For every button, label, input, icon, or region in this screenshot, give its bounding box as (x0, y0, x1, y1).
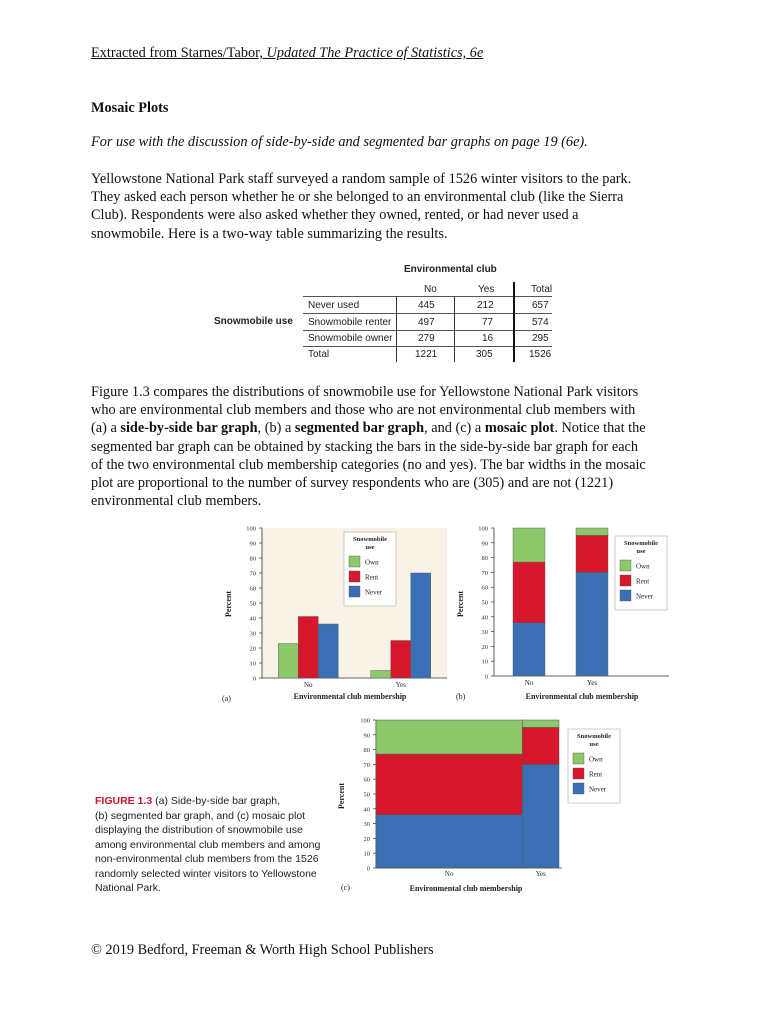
legend-label: Rent (365, 573, 379, 582)
paragraph-line: Club). Respondents were also asked whether they owned, rented, or had never used a (91, 207, 579, 224)
table-cell: 212 (477, 300, 494, 311)
table-row-group: Snowmobile use (214, 316, 293, 327)
legend-label: Own (589, 755, 603, 764)
paragraph-line: who are environmental club members and those who are not environmental club members with (91, 402, 636, 419)
bar-own (371, 671, 391, 679)
y-tick-label: 40 (481, 614, 488, 622)
bar-rent (391, 641, 411, 679)
y-tick-label: 10 (363, 850, 370, 858)
panel-label: (b) (456, 692, 466, 701)
legend-label: Rent (589, 770, 603, 779)
y-tick-label: 0 (366, 865, 370, 873)
legend-swatch-never (620, 590, 631, 601)
caption-text: (a) Side-by-side bar graph, (152, 795, 280, 807)
y-tick-label: 10 (481, 658, 488, 666)
table-column-group: Environmental club (404, 264, 497, 275)
y-tick-label: 60 (249, 585, 256, 593)
section-title: Mosaic Plots (91, 100, 169, 116)
paragraph-line: Figure 1.3 compares the distributions of snowmobile use for Yellowstone National Park visitors (91, 384, 639, 400)
term-side-by-side: side-by-side bar graph (120, 420, 258, 437)
y-tick-label: 50 (363, 791, 370, 799)
bar-never (411, 573, 431, 678)
y-tick-label: 60 (481, 584, 488, 592)
term-segmented: segmented bar graph (294, 420, 425, 437)
x-tick-label: Yes (395, 681, 406, 689)
y-tick-label: 50 (481, 599, 488, 607)
y-tick-label: 100 (246, 525, 256, 533)
table-cell: 16 (482, 333, 494, 344)
legend-title: Snowmobile (624, 540, 658, 547)
table-header-yes: Yes (478, 284, 495, 295)
table-row-label: Snowmobile renter (308, 317, 392, 328)
legend-swatch-own (573, 753, 584, 764)
segment-rent (576, 535, 608, 572)
y-tick-label: 70 (249, 570, 256, 578)
legend-swatch-own (349, 556, 360, 567)
copyright-footer: © 2019 Bedford, Freeman & Worth High School Publishers (91, 942, 434, 958)
segment-own (513, 528, 545, 562)
legend-label: Own (636, 562, 650, 571)
table-row-label: Total (308, 349, 330, 360)
legend-swatch-rent (573, 768, 584, 779)
term-mosaic: mosaic plot (484, 420, 555, 437)
table-row-label: Never used (308, 300, 360, 311)
paragraph-line: of the two environmental club membership categories (no and yes). The bar widths in the mosaic (91, 456, 646, 473)
caption-line: randomly selected winter visitors to Yellowstone (95, 867, 317, 880)
x-tick-label: No (444, 870, 454, 878)
segment-never (513, 623, 545, 676)
caption-line: non-environmental club members from the 1526 (95, 853, 319, 865)
segment-never (576, 572, 608, 676)
bar-rent (298, 617, 318, 679)
y-axis-label: Percent (456, 590, 465, 618)
legend-swatch-never (349, 586, 360, 597)
y-tick-label: 0 (252, 675, 256, 683)
table-cell: 77 (482, 317, 494, 328)
text-run: (a) a (91, 420, 121, 437)
table-cell: 295 (532, 333, 549, 344)
caption-line: displaying the distribution of snowmobile use (95, 824, 303, 836)
y-tick-label: 30 (249, 630, 256, 638)
legend-title: use (365, 544, 375, 551)
y-tick-label: 100 (478, 525, 488, 533)
legend-swatch-own (620, 560, 631, 571)
paragraph-line: Yellowstone National Park staff surveyed a random sample of 1526 winter visitors to the park. (91, 171, 632, 187)
mosaic-tile-rent (376, 754, 522, 815)
table-header-no: No (424, 284, 437, 295)
x-axis-label: Environmental club membership (525, 692, 639, 701)
x-tick-label: No (524, 679, 534, 687)
caption-line: National Park. (95, 882, 161, 894)
segment-own (576, 528, 608, 535)
legend-title: use (589, 741, 599, 748)
table-row-label: Snowmobile owner (308, 333, 393, 344)
text-run: , and (c) a (424, 420, 485, 437)
source-prefix: Extracted from Starnes/Tabor, (91, 45, 267, 61)
y-tick-label: 20 (481, 643, 488, 651)
y-tick-label: 80 (363, 747, 370, 755)
y-tick-label: 90 (481, 540, 488, 548)
table-cell: 1526 (529, 349, 552, 360)
y-tick-label: 50 (249, 600, 256, 608)
legend-label: Never (589, 785, 607, 794)
panel-label: (a) (222, 694, 231, 703)
paragraph-line: environmental club members. (91, 493, 262, 510)
paragraph-line: snowmobile. Here is a two-way table summarizing the results. (91, 225, 448, 242)
x-tick-label: No (303, 681, 313, 689)
bar-never (318, 624, 338, 678)
segment-rent (513, 562, 545, 623)
caption-line (95, 794, 325, 809)
source-book-title: Updated The Practice of Statistics, 6e (266, 45, 484, 61)
legend-label: Never (365, 588, 383, 597)
x-tick-label: Yes (586, 679, 598, 687)
y-tick-label: 90 (363, 732, 370, 740)
legend-label: Never (636, 592, 654, 601)
y-tick-label: 70 (363, 761, 370, 769)
y-tick-label: 80 (481, 555, 488, 563)
y-tick-label: 10 (249, 660, 256, 668)
y-tick-label: 40 (363, 806, 370, 814)
y-tick-label: 90 (249, 540, 256, 548)
legend-swatch-rent (620, 575, 631, 586)
y-tick-label: 70 (481, 569, 488, 577)
table-cell: 497 (418, 317, 435, 328)
panel-label: (c) (341, 883, 350, 892)
y-tick-label: 80 (249, 555, 256, 563)
table-cell: 279 (418, 333, 435, 344)
y-axis-label: Percent (337, 782, 346, 810)
mosaic-tile-own (522, 720, 559, 727)
table-cell: 1221 (415, 349, 438, 360)
y-tick-label: 20 (363, 835, 370, 843)
figure-caption (95, 794, 325, 896)
table-cell: 445 (418, 300, 435, 311)
table-header-total: Total (531, 284, 553, 295)
mosaic-tile-rent (522, 727, 559, 764)
legend-title: Snowmobile (577, 733, 611, 740)
intro-note: For use with the discussion of side-by-side and segmented bar graphs on page 19 (6e). (91, 134, 588, 150)
y-axis-label: Percent (224, 590, 233, 618)
mosaic-tile-never (522, 764, 559, 868)
table-cell: 574 (532, 317, 549, 328)
text-run: . Notice that the (554, 420, 646, 437)
mosaic-tile-own (376, 720, 522, 754)
y-tick-label: 30 (481, 629, 488, 637)
legend-title: use (636, 548, 646, 555)
table-cell: 305 (476, 349, 493, 360)
bar-own (278, 644, 298, 679)
y-tick-label: 40 (249, 615, 256, 623)
mosaic-tile-never (376, 815, 522, 868)
y-tick-label: 20 (249, 645, 256, 653)
caption-line: among environmental club members and among (95, 838, 321, 851)
x-axis-label: Environmental club membership (293, 692, 407, 701)
y-tick-label: 60 (363, 776, 370, 784)
paragraph-line: They asked each person whether he or she belonged to an environmental club (like the Sierra (91, 189, 624, 206)
caption-figure-label: FIGURE 1.3 (95, 795, 153, 807)
text-run: , (b) a (257, 420, 295, 437)
y-tick-label: 30 (363, 821, 370, 829)
legend-swatch-never (573, 783, 584, 794)
legend-label: Own (365, 558, 379, 567)
legend-label: Rent (636, 577, 650, 586)
legend-title: Snowmobile (353, 536, 387, 543)
y-tick-label: 100 (360, 717, 370, 725)
paragraph-line: segmented bar graph can be obtained by stacking the bars in the side-by-side bar graph for each (91, 438, 639, 455)
x-tick-label: Yes (535, 870, 546, 878)
y-tick-label: 0 (484, 673, 488, 681)
caption-line: (b) segmented bar graph, and (c) mosaic plot (95, 809, 306, 822)
paragraph-line: plot are proportional to the number of survey respondents who are (305) and are not (1221) (91, 475, 614, 492)
legend-swatch-rent (349, 571, 360, 582)
table-cell: 657 (532, 300, 549, 311)
x-axis-label: Environmental club membership (409, 884, 523, 893)
